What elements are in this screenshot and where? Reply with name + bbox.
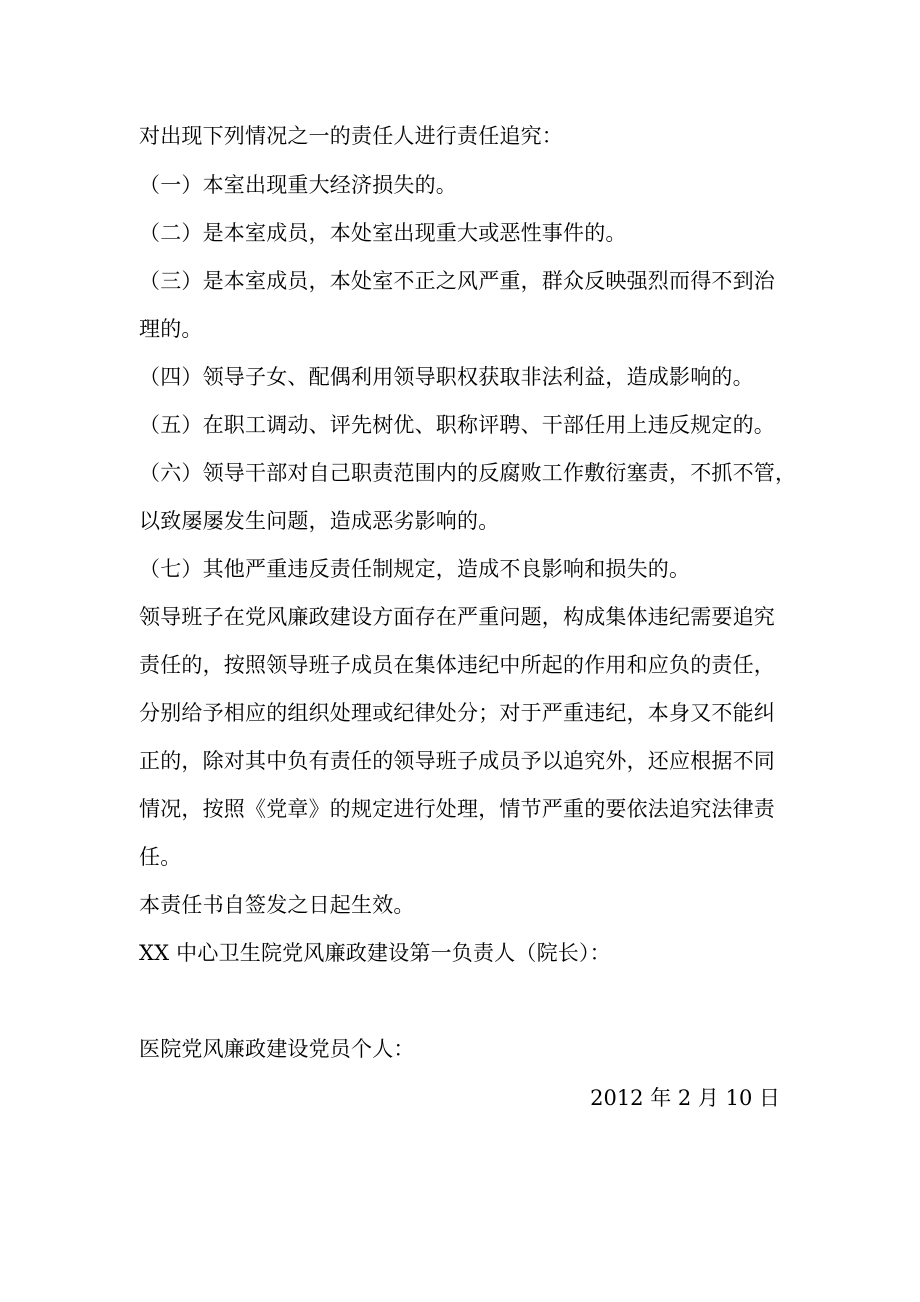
- director-signature-line: XX 中心卫生院党风廉政建设第一负责人（院长）：: [139, 941, 611, 965]
- member-signature-line: 医院党风廉政建设党员个人：: [139, 1037, 415, 1061]
- item-1-line: （一）本室出现重大经济损失的。: [139, 173, 457, 197]
- item-7-line: （七）其他严重违反责任制规定，造成不良影响和损失的。: [139, 557, 691, 581]
- paragraph-line-5: 情况，按照《党章》的规定进行处理，情节严重的要依法追究法律责: [139, 797, 775, 821]
- item-6-line-1: （六）领导干部对自己职责范围内的反腐败工作敷衍塞责，不抓不管，: [139, 461, 797, 485]
- item-4-line: （四）领导子女、配偶利用领导职权获取非法利益，造成影响的。: [139, 365, 754, 389]
- document-date: 2012 年 2 月 10 日: [590, 1086, 780, 1110]
- effective-line: 本责任书自签发之日起生效。: [139, 893, 415, 917]
- item-3-line-2: 理的。: [139, 317, 203, 341]
- item-2-line: （二）是本室成员，本处室出现重大或恶性事件的。: [139, 221, 627, 245]
- paragraph-line-6: 任。: [139, 845, 182, 869]
- paragraph-line-2: 责任的，按照领导班子成员在集体违纪中所起的作用和应负的责任，: [139, 653, 775, 677]
- item-5-line: （五）在职工调动、评先树优、职称评聘、干部任用上违反规定的。: [139, 413, 775, 437]
- paragraph-line-3: 分别给予相应的组织处理或纪律处分；对于严重违纪，本身又不能纠: [139, 701, 775, 725]
- item-6-line-2: 以致屡屡发生问题，造成恶劣影响的。: [139, 509, 500, 533]
- paragraph-line-1: 领导班子在党风廉政建设方面存在严重问题，构成集体违纪需要追究: [139, 605, 775, 629]
- intro-line: 对出现下列情况之一的责任人进行责任追究：: [139, 124, 563, 148]
- item-3-line-1: （三）是本室成员，本处室不正之风严重，群众反映强烈而得不到治: [139, 269, 775, 293]
- paragraph-line-4: 正的，除对其中负有责任的领导班子成员予以追究外，还应根据不同: [139, 749, 775, 773]
